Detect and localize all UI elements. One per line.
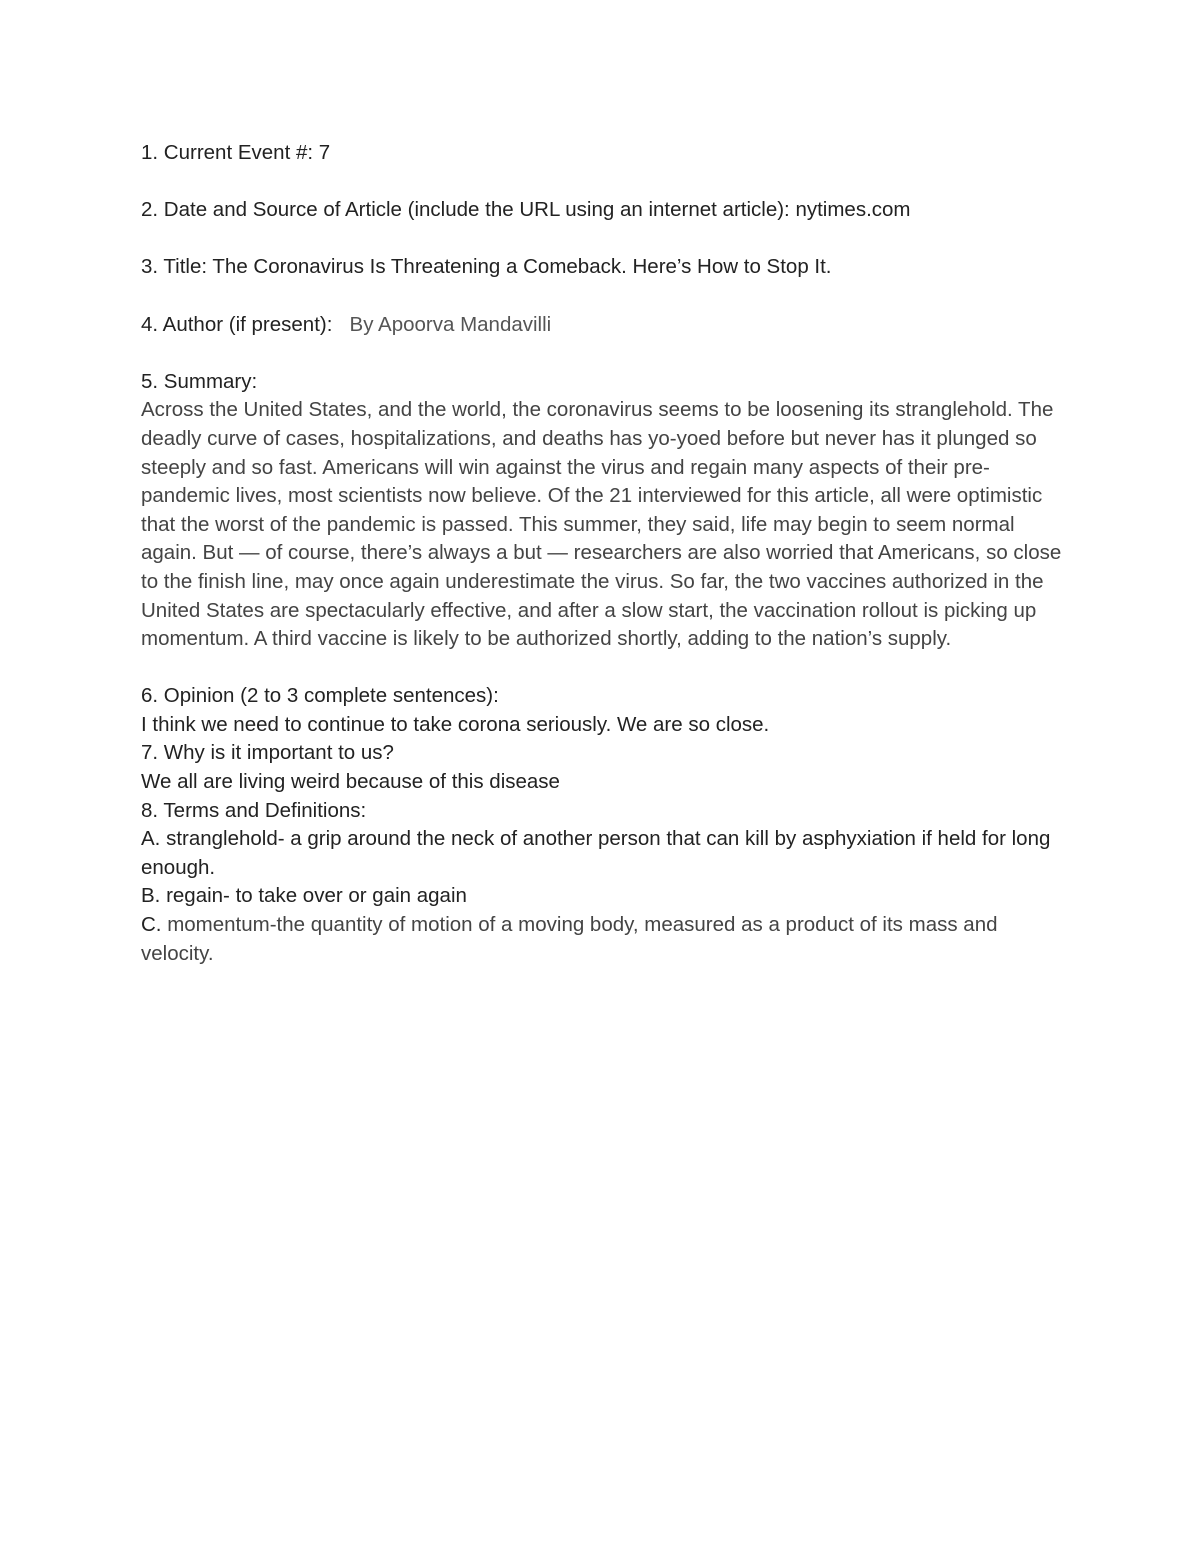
term-c-definition: momentum-the quantity of motion of a moving body, measured as a product of its mass and velocity.	[141, 913, 1004, 965]
summary-label: 5. Summary:	[141, 369, 258, 393]
importance-label: 7. Why is it important to us?	[141, 741, 394, 765]
terms-label: 8. Terms and Definitions:	[141, 798, 367, 822]
spacer	[141, 654, 1071, 683]
opinion-body: I think we need to continue to take corona seriously. We are so close.	[141, 712, 770, 736]
term-a: A. stranglehold- a grip around the neck of another person that can kill by asphyxiation if held for long enough.	[141, 827, 1057, 879]
date-and-source: 2. Date and Source of Article (include the URL using an internet article): nytimes.com	[141, 198, 911, 222]
article-title: 3. Title: The Coronavirus Is Threatening a Comeback. Here’s How to Stop It.	[141, 255, 832, 279]
spacer	[141, 339, 1071, 368]
opinion-label: 6. Opinion (2 to 3 complete sentences):	[141, 684, 499, 708]
term-c	[141, 911, 1071, 968]
author-line	[141, 311, 1071, 340]
spacer	[141, 282, 1071, 311]
spacer	[141, 225, 1071, 254]
author-name: By Apoorva Mandavilli	[349, 312, 552, 336]
term-c-prefix: C.	[141, 913, 168, 937]
author-label: 4. Author (if present):	[141, 312, 333, 336]
summary-body: Across the United States, and the world, the coronavirus seems to be loosening its stranglehold. The deadly curve of cases, hospitalizations, and deaths has yo-yoed before but never has it plunged so steeply and so fast. Americans will win against the virus and regain many aspects of their pre-pandemic lives, most scientists now believe. Of the 21 interviewed for this article, all were optimistic that the worst of the pandemic is passed. This summer, they said, life may begin to seem normal again. But — of course, there’s always a but — researchers are also worried that Americans, so close to the finish line, may once again underestimate the virus. So far, the two vaccines authorized in the United States are spectacularly effective, and after a slow start, the vaccination rollout is picking up momentum. A third vaccine is likely to be authorized shortly, adding to the nation’s supply.	[141, 398, 1067, 651]
document-page	[141, 139, 1071, 968]
current-event-number: 1. Current Event #: 7	[141, 141, 331, 164]
term-b: B. regain- to take over or gain again	[141, 884, 467, 908]
importance-body: We all are living weird because of this disease	[141, 770, 560, 794]
spacer	[141, 168, 1071, 197]
